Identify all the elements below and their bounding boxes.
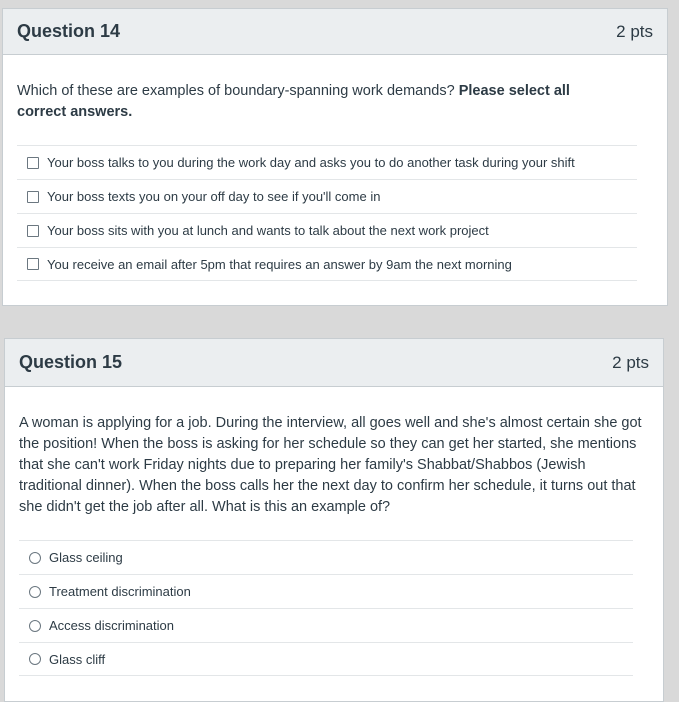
question-15-points: 2 pts [612, 352, 649, 372]
answer-option[interactable] [17, 213, 637, 247]
answer-option[interactable] [19, 642, 633, 676]
question-15-answers [19, 540, 633, 676]
answer-label: Your boss sits with you at lunch and wants to talk about the next work project [47, 223, 489, 238]
radio-button[interactable] [29, 586, 41, 598]
question-14-header [3, 9, 667, 55]
question-14-card [2, 8, 668, 306]
radio-button[interactable] [29, 653, 41, 665]
question-14-answers [17, 145, 637, 281]
answer-option[interactable] [17, 179, 637, 213]
answer-option[interactable] [17, 247, 637, 281]
answer-label: Your boss texts you on your off day to see if you'll come in [47, 189, 381, 204]
answer-label: You receive an email after 5pm that requires an answer by 9am the next morning [47, 256, 512, 272]
answer-option[interactable] [19, 540, 633, 574]
checkbox[interactable] [27, 225, 39, 237]
answer-option[interactable] [19, 608, 633, 642]
answer-label: Glass ceiling [49, 550, 123, 565]
question-15-card [4, 338, 664, 702]
answer-label: Your boss talks to you during the work day and asks you to do another task during your shift [47, 155, 575, 170]
radio-button[interactable] [29, 620, 41, 632]
answer-label: Glass cliff [49, 651, 106, 667]
checkbox[interactable] [27, 258, 39, 270]
checkbox[interactable] [27, 157, 39, 169]
question-14-prompt-text: Which of these are examples of boundary-spanning work demands? [17, 83, 459, 99]
answer-option[interactable] [17, 145, 637, 179]
question-14-prompt-bold: Please select all correct answers. [17, 83, 570, 120]
answer-option[interactable] [19, 574, 633, 608]
answer-label: Access discrimination [49, 618, 174, 633]
question-14-points: 2 pts [616, 21, 653, 41]
question-15-header [5, 339, 663, 387]
checkbox[interactable] [27, 191, 39, 203]
question-15-title: Question 15 [19, 352, 123, 372]
radio-button[interactable] [29, 552, 41, 564]
question-15-prompt: A woman is applying for a job. During the interview, all goes well and she's almost certain she got the position! When the boss is asking for her schedule so they can get her started, she mentions that she can't work Friday nights due to preparing her family's Shabbat/Shabbos (Jewish traditional dinner). When the boss calls her the next day to confirm her schedule, it turns out that she didn't get the job after all. What is this an example of? [19, 415, 642, 515]
question-14-title: Question 14 [17, 21, 121, 41]
question-14-prompt [3, 55, 667, 123]
answer-label: Treatment discrimination [49, 584, 191, 599]
